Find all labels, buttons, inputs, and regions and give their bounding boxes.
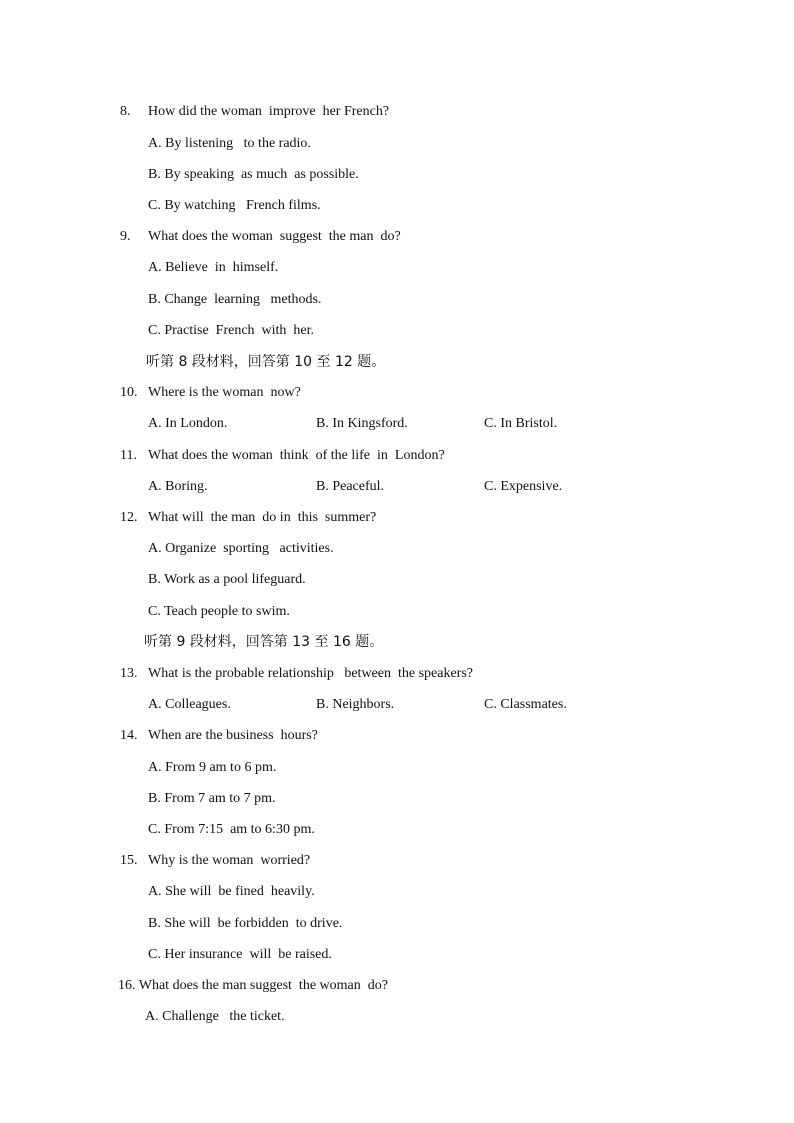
question-14 <box>120 727 318 745</box>
option-c: C. Teach people to swim. <box>148 604 290 619</box>
option-c: C. Her insurance will be raised. <box>148 947 332 962</box>
option-c: C. In Bristol. <box>484 416 558 431</box>
option-b: B. From 7 am to 7 pm. <box>148 791 276 806</box>
question-text: What does the man suggest the woman do? <box>138 978 388 993</box>
option-a: A. By listening to the radio. <box>148 136 311 151</box>
question-text: What will the man do in this summer? <box>148 510 377 525</box>
option-c: C. Classmates. <box>484 697 567 712</box>
question-number: 14. <box>120 728 138 743</box>
option-a: A. Believe in himself. <box>148 260 279 275</box>
option-a: A. Colleagues. <box>148 697 231 712</box>
question-number: 8. <box>120 104 131 119</box>
option-a: A. In London. <box>148 416 228 431</box>
question-number: 11. <box>120 448 137 463</box>
option-b: B. In Kingsford. <box>316 416 408 431</box>
question-13 <box>120 665 473 683</box>
option-b: B. Change learning methods. <box>148 292 322 307</box>
question-12 <box>120 509 376 527</box>
option-a: A. From 9 am to 6 pm. <box>148 760 277 775</box>
option-c: C. From 7:15 am to 6:30 pm. <box>148 822 315 837</box>
question-number: 10. <box>120 385 138 400</box>
option-c: C. Practise French with her. <box>148 323 315 338</box>
question-11 <box>120 447 445 465</box>
section-heading-8: 听第 8 段材料，回答第 10 至 12 题。 <box>146 354 386 370</box>
question-number: 12. <box>120 510 138 525</box>
question-text: What is the probable relationship between the speakers? <box>148 666 473 681</box>
question-text: Why is the woman worried? <box>148 853 311 868</box>
question-16 <box>118 977 388 995</box>
question-number: 15. <box>120 853 138 868</box>
question-number: 13. <box>120 666 138 681</box>
option-a: A. Challenge the ticket. <box>145 1009 285 1024</box>
question-text: What does the woman think of the life in London? <box>148 448 445 463</box>
question-9 <box>120 228 401 246</box>
option-c: C. By watching French films. <box>148 198 321 213</box>
option-b: B. Work as a pool lifeguard. <box>148 572 306 587</box>
option-a: A. Boring. <box>148 479 208 494</box>
option-b: B. Neighbors. <box>316 697 395 712</box>
option-c: C. Expensive. <box>484 479 563 494</box>
question-number: 16. <box>118 978 136 993</box>
option-b: B. Peaceful. <box>316 479 385 494</box>
option-a: A. She will be fined heavily. <box>148 884 315 899</box>
question-number: 9. <box>120 229 131 244</box>
option-a: A. Organize sporting activities. <box>148 541 334 556</box>
question-8 <box>120 103 389 121</box>
section-heading-9: 听第 9 段材料，回答第 13 至 16 题。 <box>144 634 384 650</box>
question-text: Where is the woman now? <box>148 385 301 400</box>
question-text: When are the business hours? <box>148 728 318 743</box>
question-text: What does the woman suggest the man do? <box>148 229 401 244</box>
question-10 <box>120 384 301 402</box>
question-15 <box>120 852 310 870</box>
question-text: How did the woman improve her French? <box>148 104 390 119</box>
option-b: B. By speaking as much as possible. <box>148 167 359 182</box>
option-b: B. She will be forbidden to drive. <box>148 916 343 931</box>
